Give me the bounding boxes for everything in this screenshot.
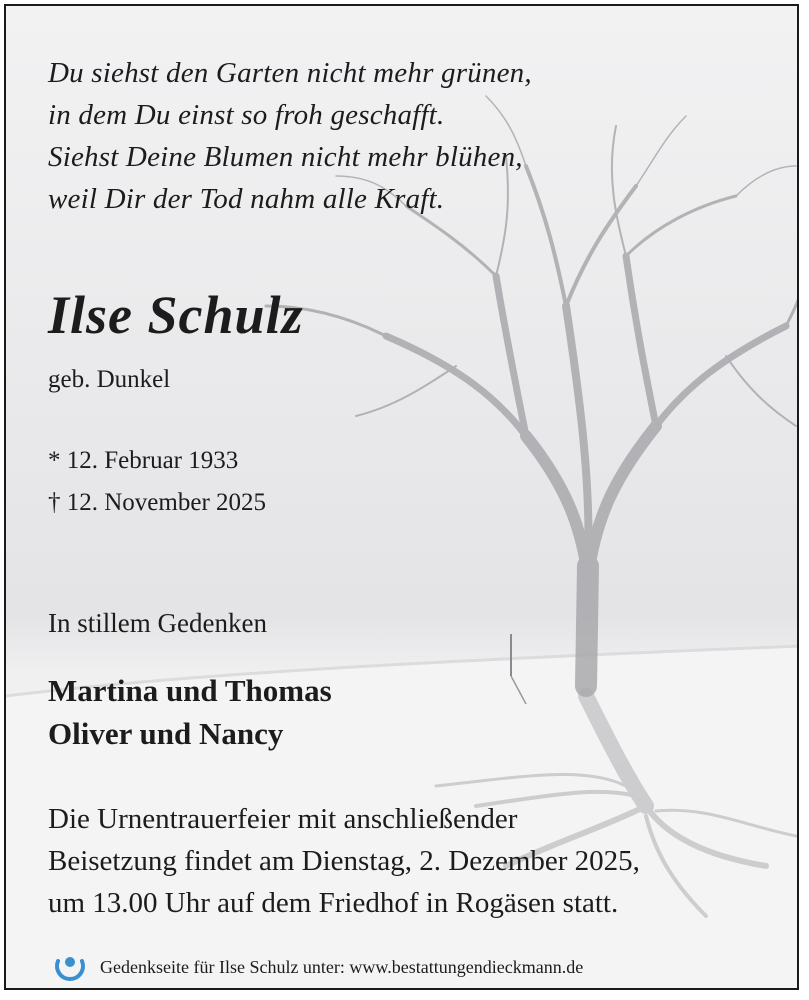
poem-line: weil Dir der Tod nahm alle Kraft. <box>48 183 445 215</box>
poem <box>48 52 532 220</box>
ceremony-line: Die Urnentrauerfeier mit anschließender <box>48 803 518 835</box>
ceremony-line: um 13.00 Uhr auf dem Friedhof in Rogäsen statt. <box>48 887 619 919</box>
mourner-name: Martina und Thomas <box>48 673 332 708</box>
birth-date: * 12. Februar 1933 <box>48 447 239 474</box>
poem-line: in dem Du einst so froh geschafft. <box>48 99 445 131</box>
death-date: † 12. November 2025 <box>48 489 267 516</box>
memorial-page-link[interactable]: Gedenkseite für Ilse Schulz unter: www.bestattungendieckmann.de <box>100 956 584 977</box>
memorial-logo-icon <box>52 949 88 985</box>
ceremony-info <box>48 798 640 924</box>
deceased-name: Ilse Schulz <box>48 285 304 345</box>
poem-line: Du siehst den Garten nicht mehr grünen, <box>48 57 532 89</box>
mourner-name: Oliver und Nancy <box>48 716 284 751</box>
life-dates <box>48 440 266 524</box>
maiden-name: geb. Dunkel <box>48 366 171 393</box>
poem-line: Siehst Deine Blumen nicht mehr blühen, <box>48 141 523 173</box>
ceremony-line: Beisetzung findet am Dienstag, 2. Dezember 2025, <box>48 845 640 877</box>
obituary-notice <box>4 4 799 990</box>
footer <box>52 952 583 982</box>
mourner-names <box>48 669 332 755</box>
memorial-intro: In stillem Gedenken <box>48 608 267 638</box>
